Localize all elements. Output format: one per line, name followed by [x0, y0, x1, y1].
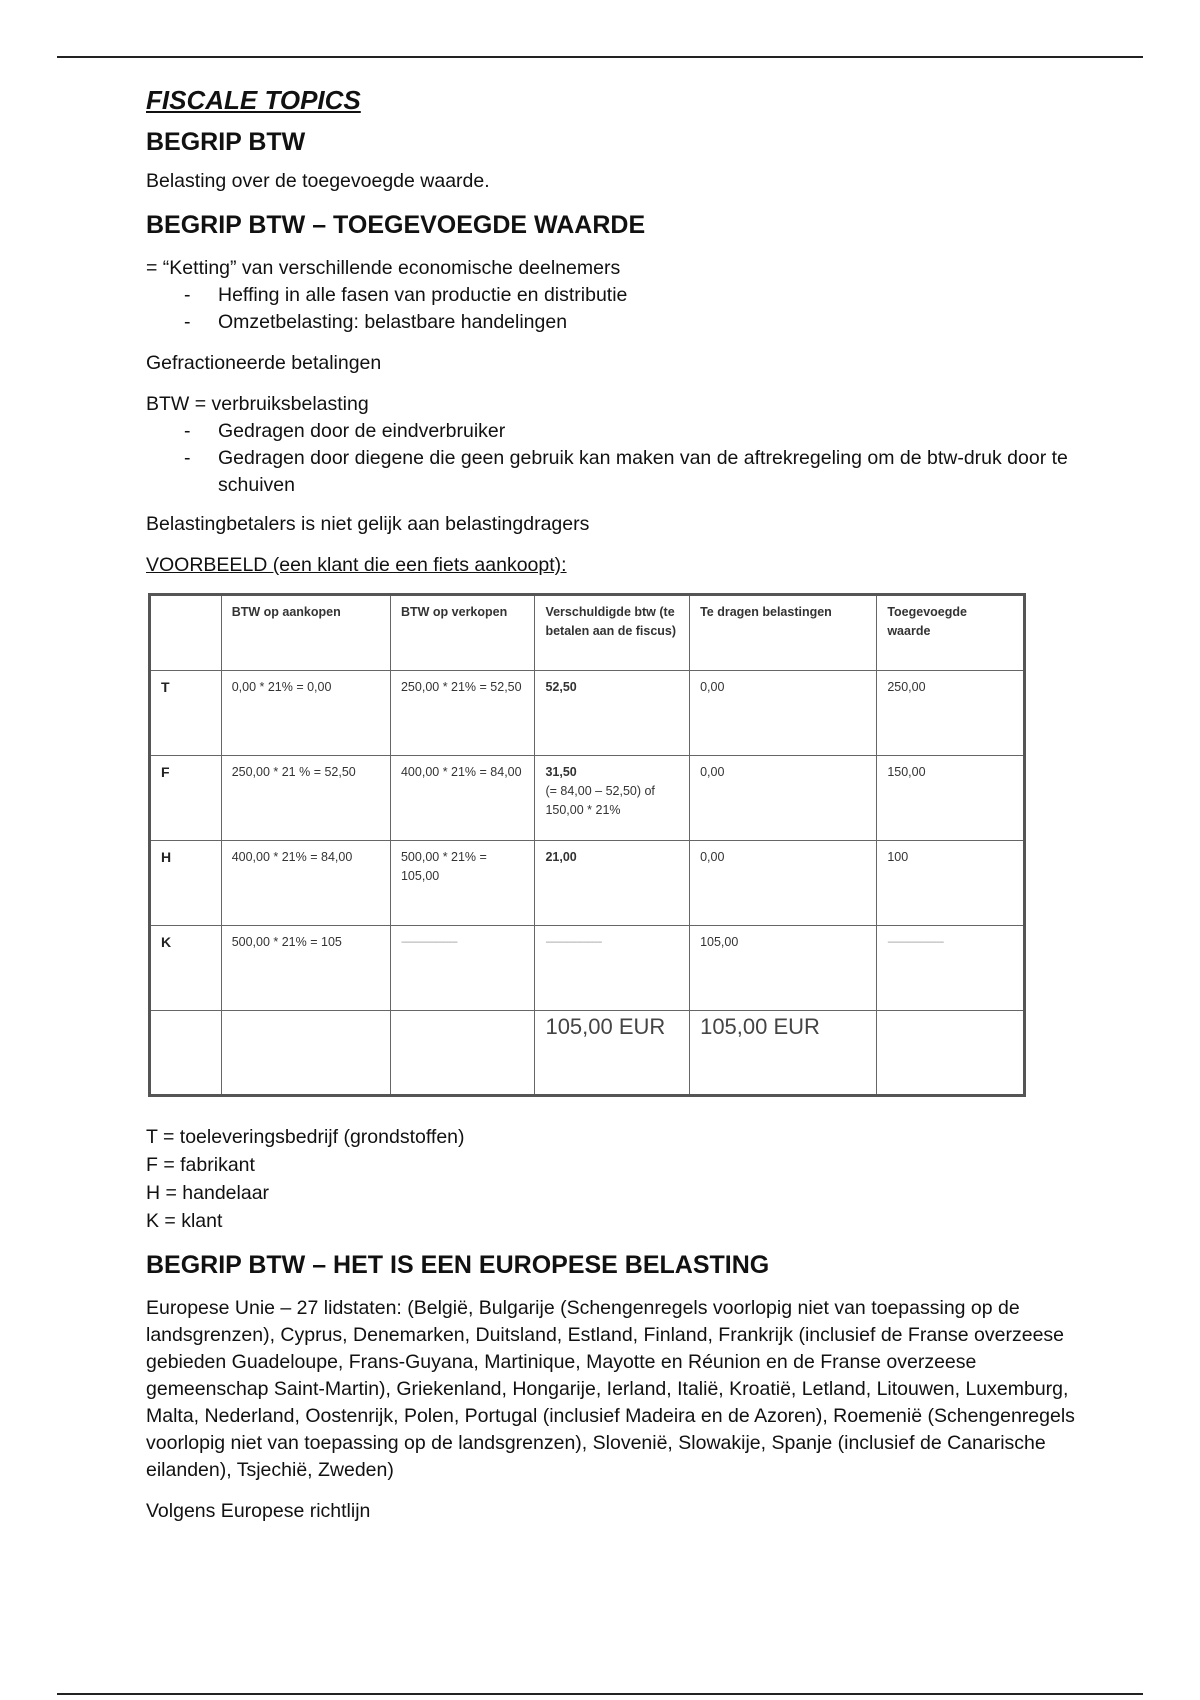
table-header: BTW op verkopen	[390, 595, 534, 671]
definition-text: Belasting over de toegevoegde waarde.	[146, 170, 490, 192]
table-header: Toegevoegde waarde	[877, 595, 1025, 671]
btw-intro: BTW = verbruiksbelasting	[146, 393, 369, 415]
cell-verkopen: 250,00 * 21% = 52,50	[390, 671, 534, 756]
cell-toegevoegd: ------------------------	[877, 926, 1025, 1011]
verschuldigd-explanation: (= 84,00 – 52,50) of 150,00 * 21%	[545, 784, 655, 817]
heading-begrip-btw: BEGRIP BTW	[146, 128, 306, 156]
document-title: FISCALE TOPICS	[146, 85, 361, 115]
cell-dragen: 0,00	[690, 841, 877, 926]
row-key: K	[150, 926, 222, 1011]
verschuldigd-value: 31,50	[545, 765, 577, 779]
example-label: VOORBEELD (een klant die een fiets aankoopt):	[146, 554, 567, 576]
legend-item: F = fabrikant	[146, 1154, 255, 1176]
row-key: H	[150, 841, 222, 926]
document-body	[146, 84, 1076, 1525]
bottom-rule	[57, 1693, 1143, 1695]
table-header: Te dragen belastingen	[690, 595, 877, 671]
legend-item: T = toeleveringsbedrijf (grondstoffen)	[146, 1126, 465, 1148]
table-row	[150, 756, 1025, 841]
cell-verschuldigd	[535, 841, 690, 926]
btw-list	[146, 418, 1076, 499]
row-key: F	[150, 756, 222, 841]
belastingbetalers-note: Belastingbetalers is niet gelijk aan belastingdragers	[146, 513, 590, 535]
total-verschuldigd: 105,00 EUR	[535, 1011, 690, 1096]
top-rule	[57, 56, 1143, 58]
heading-europese-belasting: BEGRIP BTW – HET IS EEN EUROPESE BELASTING	[146, 1251, 770, 1279]
list-item: - Omzetbelasting: belastbare handelingen	[146, 309, 1076, 336]
list-item: - Heffing in alle fasen van productie en distributie	[146, 282, 1076, 309]
cell-dragen: 0,00	[690, 756, 877, 841]
total-empty-cell	[221, 1011, 390, 1096]
row-key: T	[150, 671, 222, 756]
cell-verschuldigd: ------------------------	[535, 926, 690, 1011]
cell-aankopen: 500,00 * 21% = 105	[221, 926, 390, 1011]
table-total-row	[150, 1011, 1025, 1096]
ketting-list	[146, 282, 1076, 336]
verschuldigd-value: 52,50	[545, 680, 577, 694]
cell-verkopen: 500,00 * 21% = 105,00	[390, 841, 534, 926]
cell-verkopen: 400,00 * 21% = 84,00	[390, 756, 534, 841]
cell-aankopen: 0,00 * 21% = 0,00	[221, 671, 390, 756]
heading-toegevoegde-waarde: BEGRIP BTW – TOEGEVOEGDE WAARDE	[146, 211, 646, 239]
list-item: - Gedragen door de eindverbruiker	[146, 418, 1076, 445]
legend-item: K = klant	[146, 1210, 223, 1232]
table-row	[150, 841, 1025, 926]
cell-verschuldigd	[535, 671, 690, 756]
cell-aankopen: 250,00 * 21 % = 52,50	[221, 756, 390, 841]
total-empty-cell	[390, 1011, 534, 1096]
cell-verschuldigd	[535, 756, 690, 841]
btw-example-table	[148, 593, 1026, 1097]
table-row	[150, 926, 1025, 1011]
total-dragen: 105,00 EUR	[690, 1011, 877, 1096]
cell-aankopen: 400,00 * 21% = 84,00	[221, 841, 390, 926]
table-header: Verschuldigde btw (te betalen aan de fiscus)	[535, 595, 690, 671]
legend-item: H = handelaar	[146, 1182, 270, 1204]
cell-toegevoegd: 150,00	[877, 756, 1025, 841]
table-header-row	[150, 595, 1025, 671]
ketting-intro: = “Ketting” van verschillende economische deelnemers	[146, 257, 621, 279]
table-header	[150, 595, 222, 671]
table-row	[150, 671, 1025, 756]
closing-text: Volgens Europese richtlijn	[146, 1500, 371, 1522]
cell-toegevoegd: 250,00	[877, 671, 1025, 756]
eu-member-states-text: Europese Unie – 27 lidstaten: (België, Bulgarije (Schengenregels voorlopig niet van toepassing op de landsgrenzen), Cyprus, Denemarken, Duitsland, Estland, Finland, Frankrijk (inclusief de Franse overzeese gebieden Guadeloupe, Frans-Guyana, Martinique, Mayotte en Réunion en de Franse overzeese gemeenschap Saint-Martin), Griekenland, Hongarije, Ierland, Italië, Kroatië, Letland, Litouwen, Luxemburg, Malta, Nederland, Oostenrijk, Polen, Portugal (inclusief Madeira en de Azoren), Roemenië (Schengenregels voorlopig niet van toepassing op de landsgrenzen), Slovenië, Slowakije, Spanje (inclusief de Canarische eilanden), Tsjechië, Zweden)	[146, 1297, 1075, 1481]
table-header: BTW op aankopen	[221, 595, 390, 671]
total-empty-cell	[150, 1011, 222, 1096]
cell-verkopen: ------------------------	[390, 926, 534, 1011]
list-item: - Gedragen door diegene die geen gebruik kan maken van de aftrekregeling om de btw-druk door te schuiven	[146, 445, 1076, 499]
table-legend	[146, 1123, 1076, 1235]
cell-toegevoegd: 100	[877, 841, 1025, 926]
cell-dragen: 105,00	[690, 926, 877, 1011]
cell-dragen: 0,00	[690, 671, 877, 756]
total-empty-cell	[877, 1011, 1025, 1096]
gefractioneerd-text: Gefractioneerde betalingen	[146, 352, 382, 374]
verschuldigd-value: 21,00	[545, 850, 577, 864]
